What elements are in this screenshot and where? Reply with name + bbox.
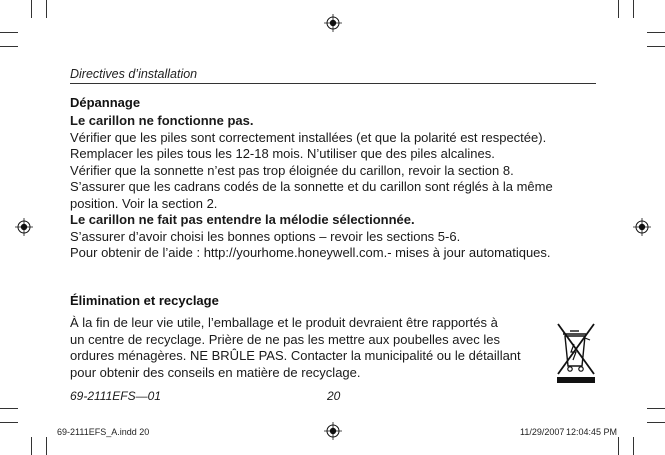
issue-line: S’assurer d’avoir choisi les bonnes options – revoir les sections 5-6. <box>70 228 461 244</box>
header-divider <box>70 83 596 84</box>
crop-mark <box>618 0 619 18</box>
crop-mark <box>618 437 619 455</box>
crop-mark <box>647 32 665 33</box>
slug-filename: 69-2111EFS_A.indd 20 <box>57 427 150 437</box>
crop-mark <box>647 422 665 423</box>
issue-line: position. Voir la section 2. <box>70 195 218 211</box>
issue-title: Le carillon ne fonctionne pas. <box>70 113 254 128</box>
disposal-line: À la fin de leur vie utile, l’emballage et le produit devraient être rapportés à <box>70 315 498 330</box>
issue-line: Pour obtenir de l’aide : http://yourhome.honeywell.com.- mises à jour automatiques. <box>70 245 551 261</box>
issue-title: Le carillon ne fait pas entendre la mélodie sélectionnée. <box>70 212 415 227</box>
troubleshooting-heading: Dépannage <box>70 95 141 110</box>
issue-line: Remplacer les piles tous les 12-18 mois. N’utiliser que des piles alcalines. <box>70 146 495 162</box>
issue-line: S’assurer que les cadrans codés de la sonnette et du carillon sont réglés à la même <box>70 179 553 195</box>
slug-time: 12:04:45 PM <box>566 427 618 437</box>
crop-mark <box>0 32 18 33</box>
disposal-line: pour obtenir des conseils en matière de recyclage. <box>70 364 361 380</box>
registration-mark-icon <box>324 422 342 440</box>
document-code: 69-2111EFS—01 <box>70 389 161 403</box>
disposal-heading: Élimination et recyclage <box>70 293 219 308</box>
troubleshooting-issue-2 <box>70 212 551 262</box>
crop-mark <box>647 46 665 47</box>
crop-mark <box>46 0 47 18</box>
issue-line: Vérifier que les piles sont correctement installées (et que la polarité est respectée). <box>70 129 547 145</box>
crop-mark <box>0 408 18 409</box>
registration-mark-icon <box>324 14 342 32</box>
disposal-line: un centre de recyclage. Prière de ne pas les mettre aux poubelles avec les <box>70 331 500 347</box>
registration-mark-icon <box>15 218 33 236</box>
crop-mark <box>633 0 634 18</box>
disposal-text <box>70 315 521 381</box>
crop-mark <box>31 0 32 18</box>
crop-mark <box>46 437 47 455</box>
issue-line: Vérifier que la sonnette n’est pas trop éloignée du carillon, revoir la section 8. <box>70 162 514 178</box>
crop-mark <box>31 437 32 455</box>
page-number: 20 <box>327 389 341 403</box>
crop-mark <box>633 437 634 455</box>
crop-mark <box>0 46 18 47</box>
crossed-out-wheelie-bin-icon <box>552 318 600 388</box>
header-title: Directives d’installation <box>70 67 198 81</box>
crop-mark <box>647 408 665 409</box>
registration-mark-icon <box>633 218 651 236</box>
disposal-line: ordures ménagères. NE BRÛLE PAS. Contacter la municipalité ou le détaillant <box>70 348 521 364</box>
slug-date: 11/29/2007 <box>520 427 565 437</box>
crop-mark <box>0 422 18 423</box>
troubleshooting-issue-1 <box>70 113 553 213</box>
